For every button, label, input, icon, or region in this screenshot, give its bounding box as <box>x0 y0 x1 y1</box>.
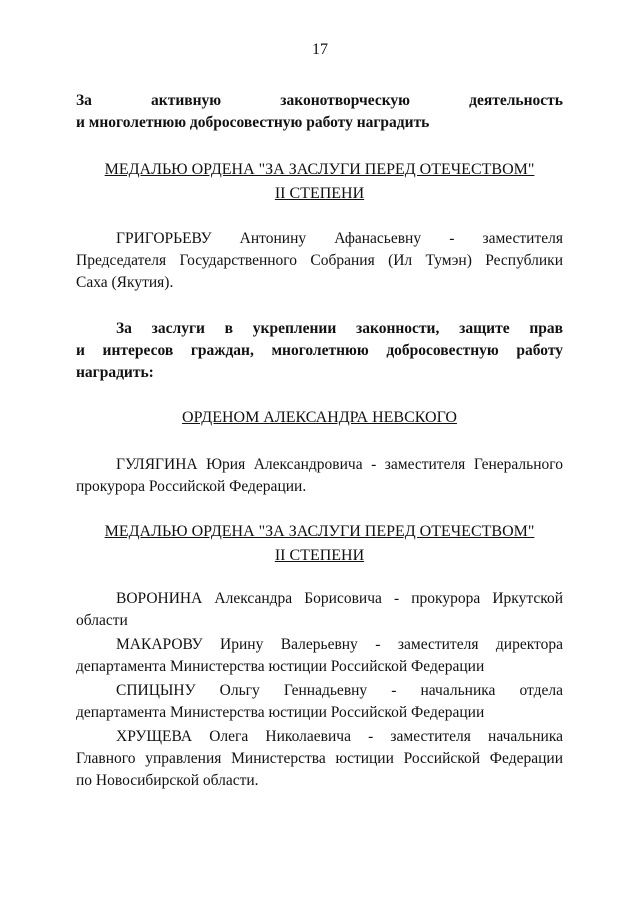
award-title-nevsky <box>76 406 563 430</box>
person-line: прокурора Российской Федерации. <box>76 478 307 495</box>
person-line: МАКАРОВУ Ирину Валерьевну - заместителя директора <box>116 636 563 653</box>
person-line: ХРУЩЕВА Олега Николаевича - заместителя начальника <box>116 728 563 745</box>
intro-line: и многолетнюю добросовестную работу наградить <box>76 114 430 131</box>
intro-line: наградить: <box>76 364 154 381</box>
person-entry <box>76 454 563 498</box>
person-line: ГРИГОРЬЕВУ Антонину Афанасьевну - заместителя <box>116 230 563 247</box>
person-line: по Новосибирской области. <box>76 772 259 789</box>
award-title-line: МЕДАЛЬЮ ОРДЕНА "ЗА ЗАСЛУГИ ПЕРЕД ОТЕЧЕСТВОМ" <box>104 523 535 540</box>
person-entry <box>76 588 563 632</box>
person-line: области <box>76 612 128 629</box>
person-line: департамента Министерства юстиции Российской Федерации <box>76 704 485 721</box>
intro-line: За заслуги в укреплении законности, защите прав <box>116 320 563 337</box>
intro-line: За активную законотворческую деятельность <box>76 92 563 109</box>
intro-line: и интересов граждан, многолетнюю добросовестную работу <box>76 342 563 359</box>
award-title-medal-1 <box>76 158 563 206</box>
person-entry <box>76 228 563 294</box>
person-entry <box>76 634 563 678</box>
page-number: 17 <box>312 41 328 58</box>
award-title-line: II СТЕПЕНИ <box>274 547 365 564</box>
award-intro-1 <box>76 90 563 134</box>
award-title-line: ОРДЕНОМ АЛЕКСАНДРА НЕВСКОГО <box>182 409 457 426</box>
award-title-medal-2 <box>76 520 563 568</box>
person-line: ВОРОНИНА Александра Борисовича - прокурора Иркутской <box>116 590 563 607</box>
person-line: СПИЦЫНУ Ольгу Геннадьевну - начальника отдела <box>116 682 563 699</box>
person-entry <box>76 680 563 724</box>
award-title-line: МЕДАЛЬЮ ОРДЕНА "ЗА ЗАСЛУГИ ПЕРЕД ОТЕЧЕСТВОМ" <box>104 161 535 178</box>
award-intro-2 <box>76 318 563 384</box>
person-line: департамента Министерства юстиции Российской Федерации <box>76 658 485 675</box>
person-line: Главного управления Министерства юстиции Российской Федерации <box>76 750 563 767</box>
person-line: Председателя Государственного Собрания (Ил Тумэн) Республики <box>76 252 563 269</box>
person-line: Саха (Якутия). <box>76 274 174 291</box>
award-title-line: II СТЕПЕНИ <box>274 185 365 202</box>
person-entry <box>76 726 563 792</box>
person-line: ГУЛЯГИНА Юрия Александровича - заместителя Генерального <box>116 456 563 473</box>
